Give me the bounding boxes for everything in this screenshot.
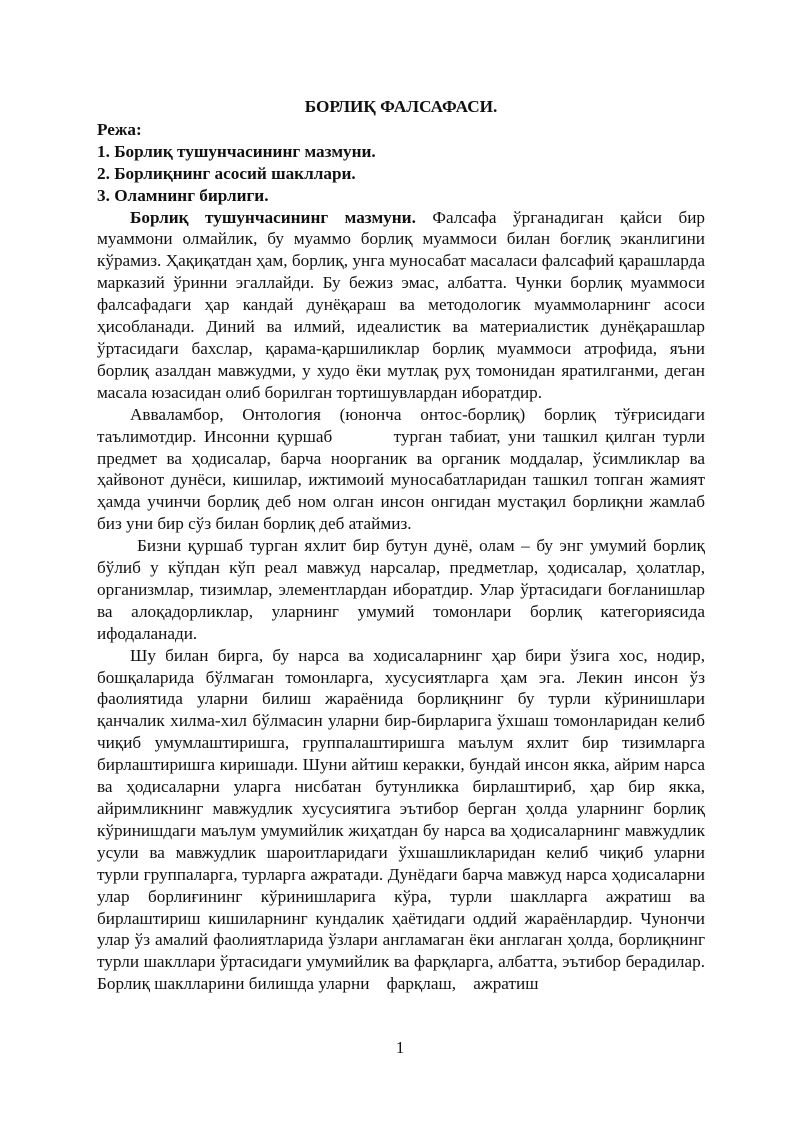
paragraph-text: Авваламбор, Онтология (юнонча онтос-борлиқ) борлиқ тўғрисидаги таълимотдир. Инсонни қуршаб турган табиат, уни ташкил қилган турли предмет ва ҳодисалар, барча ноорганик ва органик моддалар, ўсимликлар ва ҳайвонот дунёси, кишилар, ижтимоий муносабатларидан ташкил топган жамият ҳамда учинчи борлиқ деб ном олган инсон онгидан мустақил борлиқни жамлаб биз уни бир сўз билан борлиқ деб атаймиз.	[97, 404, 710, 534]
paragraph-4	[97, 645, 710, 996]
paragraph-text: Шу билан бирга, бу нарса ва ходисаларнинг ҳар бири ўзига хос, нодир, бошқаларида бўлмаган томонларга, хусусиятларга ҳам эга. Лекин инсон ўз фаолиятида уларни билиш жараёнида борлиқнинг бу турли кўринишлари қанчалик хилма-хил бўлмасин уларни бир-бирларига ўхшаш томонларидан келиб чиқиб умумлаштиришга, группалаштиришга маълум яхлит бир тизимларга бирлаштиришга киришади. Шуни айтиш керакки, бундай инсон якка, айрим нарса ва ҳодисаларни уларга нисбатан бутунликка бирлаштириб, ҳар бир якка, айримликнинг мавжудлик хусусиятига эътибор берган ҳолда уларнинг борлиқ кўринишдаги маълум умумийлик жиҳатдан бу нарса ва ҳодисаларнинг мавжудлик усули ва мавжудлик шароитларидаги ўхшашликларидан келиб чиқиб уларни турли группаларга, турларга ажратади. Дунёдаги барча мавжуд нарса ҳодисаларни улар борлиғининг кўринишларига кўра, турли шаклларга ажратиш ва бирлаштириш кишиларнинг кундалик ҳаётидаги оддий жараёнлардир. Чунончи улар ўз амалий фаолиятларида ўзлари англамаган ёки англаган ҳолда, борлиқнинг турли шакллари ўртасидаги умумийлик ва фарқларга, албатта, эътибор берадилар. Борлиқ шаклларини билишда уларни фарқлаш, ажратиш	[97, 645, 710, 994]
paragraph-lead: Борлиқ тушунчасининг мазмуни.	[130, 207, 416, 227]
plan-item-1: 1. Борлиқ тушунчасининг мазмуни.	[97, 141, 376, 161]
document-title: БОРЛИҚ ФАЛСАФАСИ.	[304, 97, 498, 116]
paragraph-1	[97, 207, 705, 404]
paragraph-2	[97, 404, 710, 535]
paragraph-text: Фалсафа ўрганадиган қайси бир муаммони олмайлик, бу муаммо борлиқ муаммоси билан боғлиқ эканлигини кўрамиз. Ҳақиқатдан ҳам, борлиқ, унга муносабат масаласи фалсафий қарашларда марказий ўринни эгаллайди. Бу бежиз эмас, албатта. Чунки борлиқ муаммоси фалсафадаги ҳар кандай дунёқараш ва методологик муаммоларнинг асоси ҳисобланади. Диний ва илмий, идеалистик ва материалистик дунёқарашлар ўртасидаги бахслар, қарама-қаршиликлар борлиқ муаммоси атрофида, яъни борлиқ азалдан мавжудми, у худо ёки мутлақ руҳ томонидан яратилганми, деган масала юзасидан олиб борилган тортишувлардан иборатдир.	[97, 207, 705, 402]
document-page	[97, 96, 710, 995]
paragraph-3	[97, 535, 705, 645]
plan-item-2: 2. Борлиқнинг асосий шакллари.	[97, 163, 356, 183]
paragraph-text: Бизни қуршаб турган яхлит бир бутун дунё, олам – бу энг умумий борлиқ бўлиб у кўпдан кўп реал мавжуд нарсалар, предметлар, ҳодисалар, ҳолатлар, организмлар, тизимлар, элементлардан иборатдир. Улар ўртасидаги боғланишлар ва алоқадорликлар, уларнинг умумий томонлари борлиқ категориясида ифодаланади.	[97, 536, 705, 643]
page-number: 1	[395, 1038, 405, 1057]
plan-item-3: 3. Оламнинг бирлиги.	[97, 185, 269, 205]
plan-heading: Режа:	[97, 119, 142, 139]
